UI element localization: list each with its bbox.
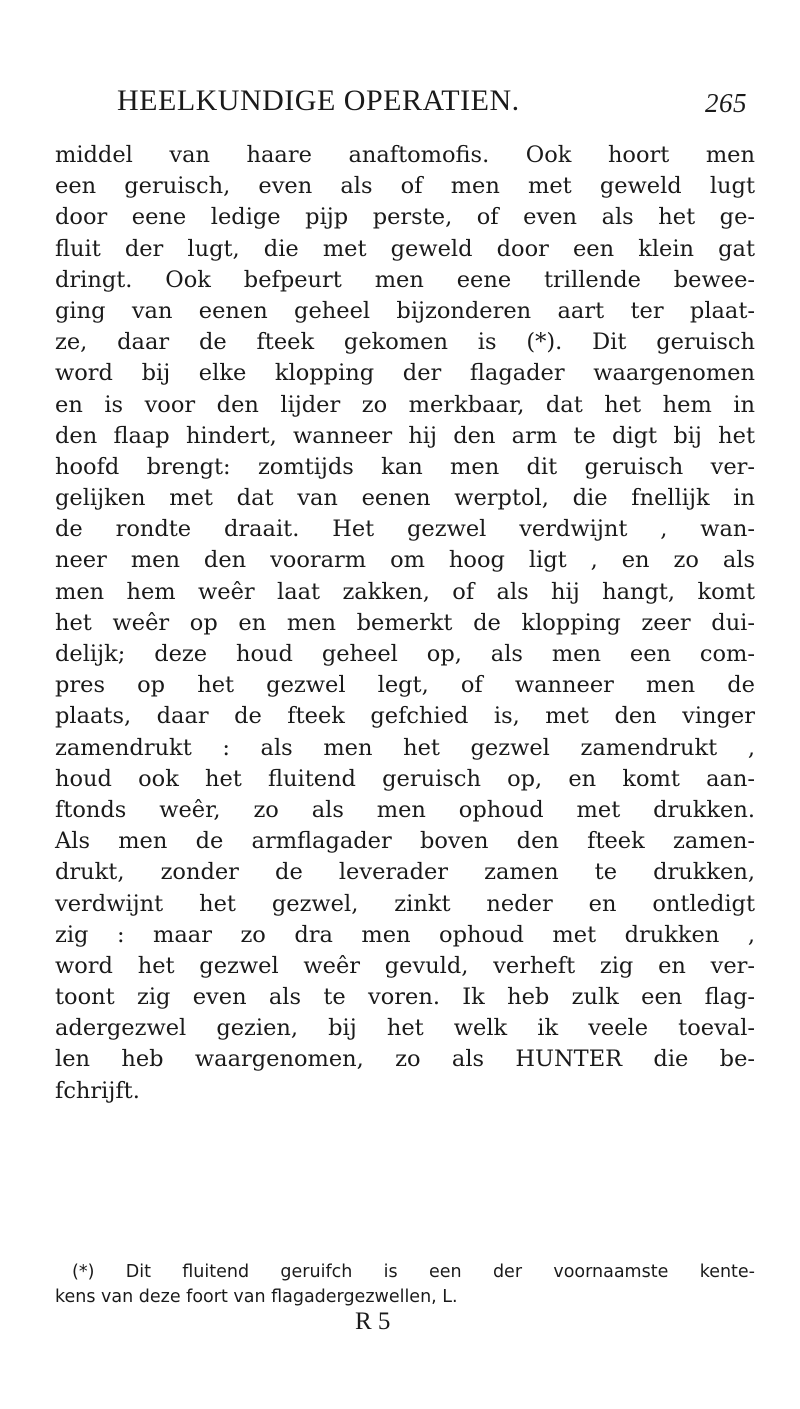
text-line: len heb waargenomen, zo als HUNTER die be- [55,1046,755,1073]
text-line: houd ook het fluitend geruisch op, en komt aan- [55,765,755,792]
text-line: word het gezwel weêr gevuld, verheft zig en ver- [55,952,755,979]
text-line: neer men den voorarm om hoog ligt , en zo als [55,547,755,574]
text-line: zig : maar zo dra men ophoud met drukken , [55,921,755,948]
text-line: ging van eenen geheel bijzonderen aart ter plaat- [55,297,755,324]
footnote-line: (*) Dit fluitend geruifch is een der voornaamste kente- [72,1262,755,1282]
text-line: de rondte draait. Het gezwel verdwijnt , wan- [55,516,755,543]
text-line: en is voor den lijder zo merkbaar, dat het hem in [55,391,755,418]
signature-mark: R 5 [355,1308,391,1335]
page-number: 265 [705,88,747,118]
text-line: een geruisch, even als of men met geweld lugt [55,173,755,200]
text-line: fluit der lugt, die met geweld door een klein gat [55,235,755,262]
text-line: verdwijnt het gezwel, zinkt neder en ontledigt [55,890,755,917]
text-line: den flaap hindert, wanneer hij den arm te digt bij het [55,422,755,449]
text-line: adergezwel gezien, bij het welk ik veele toeval- [55,1015,755,1042]
text-line: plaats, daar de fteek gefchied is, met den vinger [55,703,755,730]
body-text [55,140,755,1107]
text-line: hoofd brengt: zomtijds kan men dit geruisch ver- [55,453,755,480]
text-line: men hem weêr laat zakken, of als hij hangt, komt [55,578,755,605]
text-line: door eene ledige pijp perste, of even als het ge- [55,204,755,231]
text-line: ze, daar de fteek gekomen is (*). Dit geruisch [55,329,755,356]
text-line: het weêr op en men bemerkt de klopping zeer dui- [55,609,755,636]
text-line: toont zig even als te voren. Ik heb zulk een flag- [55,984,755,1011]
text-line: ftonds weêr, zo als men ophoud met drukken. [55,796,755,823]
text-line: pres op het gezwel legt, of wanneer men de [55,672,755,699]
running-head: HEELKUNDIGE OPERATIEN. [117,84,520,117]
text-line: fchrijft. [55,1077,140,1104]
text-line: dringt. Ook befpeurt men eene trillende bewee- [55,266,755,293]
text-line: zamendrukt : als men het gezwel zamendrukt , [55,734,755,761]
text-line: middel van haare anaftomofis. Ook hoort men [55,142,755,168]
text-line: gelijken met dat van eenen werptol, die fnellijk in [55,485,755,512]
text-line: drukt, zonder de leverader zamen te drukken, [55,859,755,886]
text-line: word bij elke klopping der flagader waargenomen [55,360,755,387]
footnote-line: kens van deze foort van flagadergezwellen, L. [55,1287,458,1307]
footnote [55,1260,755,1310]
page-header [117,84,757,124]
text-line: Als men de armflagader boven den fteek zamen- [55,828,755,855]
text-line: delijk; deze houd geheel op, als men een com- [55,641,755,667]
